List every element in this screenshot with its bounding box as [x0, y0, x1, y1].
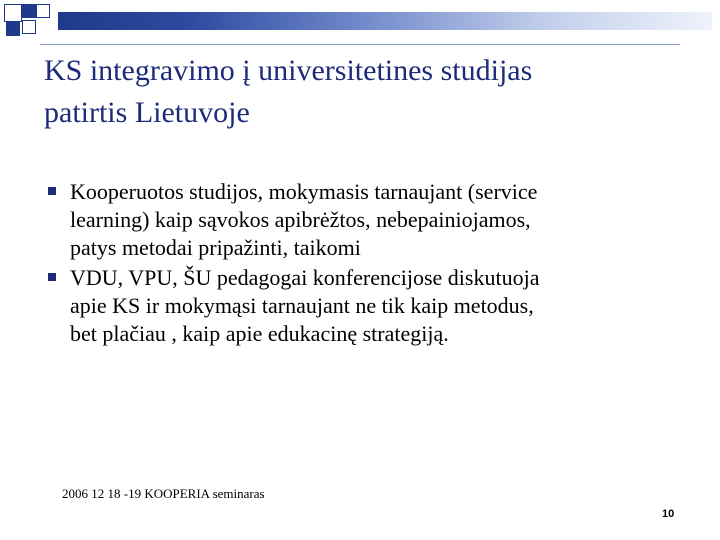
page-number: 10 [662, 508, 675, 520]
bullet-list [48, 178, 688, 350]
bullet-2-line-2: apie KS ir mokymąsi tarnaujant ne tik kaip metodus, [70, 293, 534, 318]
bullet-2-line-3: bet plačiau , kaip apie edukacinę strategiją. [70, 321, 449, 346]
bullet-1-line-3: patys metodai pripažinti, taikomi [70, 235, 361, 260]
slide-title-line-1: KS integravimo į universitetines studijas [44, 54, 533, 87]
corner-square-outline-1 [4, 4, 22, 22]
corner-square-filled-1 [22, 4, 36, 18]
bullet-1-line-2: learning) kaip sąvokos apibrėžtos, nebepainiojamos, [70, 207, 531, 232]
corner-square-filled-2 [6, 22, 20, 36]
square-bullet-icon [48, 187, 56, 195]
slide-title [44, 50, 684, 134]
title-divider [40, 44, 680, 45]
bullet-item [48, 178, 688, 262]
footer-text: 2006 12 18 -19 KOOPERIA seminaras [62, 486, 265, 501]
corner-square-outline-3 [22, 20, 36, 34]
bullet-item [48, 264, 688, 348]
slide-title-line-2: patirtis Lietuvoje [44, 96, 250, 129]
header-gradient-bar [58, 12, 712, 30]
square-bullet-icon [48, 273, 56, 281]
corner-square-outline-2 [36, 4, 50, 18]
bullet-1-line-1: Kooperuotos studijos, mokymasis tarnaujant (service [70, 179, 538, 204]
bullet-2-line-1: VDU, VPU, ŠU pedagogai konferencijose diskutuoja [70, 265, 540, 290]
